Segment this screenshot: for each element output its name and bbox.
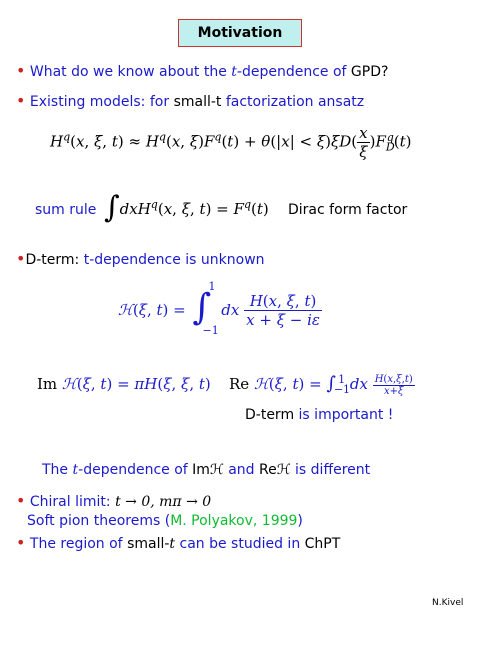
tdep-text: is different [290,462,371,478]
t-dependence-statement [42,462,370,478]
region-small: small- [127,536,170,552]
author-name: N.Kivel [432,598,464,608]
bullet-text: Existing models: for [29,94,174,110]
sum-rule-formula: ∫dxH$^q$(x, ξ, $t) = F^q(t)$ [104,190,269,225]
bullet-dot: • [16,91,26,110]
bullet-var-t: t [231,64,237,80]
bullet-dterm [16,249,265,268]
dterm-rest: -dependence is unknown [89,252,265,268]
equation-imaginary-part: Im ℋ(ξ, t) = πH(ξ, ξ, t) [37,375,211,393]
bullet-text: factorization ansatz [221,94,365,110]
tdep-text: The [42,462,73,478]
bullet-dot: • [16,61,26,80]
dterm-important-text: is important ! [294,407,394,423]
bullet-small-t: small-t [173,94,222,110]
chiral-math: t → 0, mπ → 0 [115,494,212,510]
sum-rule-label: sum rule [35,202,97,218]
slide-title: Motivation [178,19,302,47]
region-text: can be studied in [175,536,305,552]
dirac-form-factor-label: Dirac form factor [288,202,408,218]
dterm-label: D-term: [25,252,80,268]
tdep-var-t: t [72,462,79,478]
soft-pion-text: ) [297,513,303,529]
bullet-text: -dependence of [236,64,351,80]
bullet-text: What do we know about the [29,64,232,80]
tdep-re-h: Reℋ [259,462,291,478]
equation-factorization: $H^q(x$, ξ, $t) \approx H^q(x$, $\xi)F^q(t) + \theta(|x| < \xi)\xi D$( $\frac{x}{\xi}$ )$F_D^q(t)$ [50,124,412,161]
dterm-t: t [83,252,90,268]
region-text: The region of [29,536,128,552]
equation-real-part: Re ℋ(ξ, $t) = \int_{-1}^1$ dx $\frac{H(x,\xi,t)}{x+\xi}$ [229,373,413,397]
soft-pion-theorems [27,513,303,529]
bullet-gpd-question [16,61,388,80]
soft-pion-reference: M. Polyakov, 1999 [170,513,298,529]
region-chpt: ChPT [304,536,341,552]
dterm-important [245,407,393,423]
bullet-gpd: GPD? [350,64,389,80]
dterm-word: D-term [245,407,295,423]
bullet-region-chpt [16,533,340,552]
tdep-im-h: Imℋ [192,462,224,478]
tdep-text: -dependence of [78,462,193,478]
region-var-t: t [169,536,176,552]
bullet-dot: • [16,533,26,552]
chiral-label: Chiral limit: [29,494,111,510]
bullet-dot: • [16,249,26,268]
bullet-dot: • [16,491,26,510]
tdep-text: and [223,462,260,478]
bullet-existing-models [16,91,364,110]
equation-compton-form-factor: ℋ(ξ, t) = ∫ 1 −1 dx $\frac{H(x, \xi, t)}{x + \xi - i\varepsilon}$ [118,280,320,337]
bullet-chiral-limit [16,491,211,510]
soft-pion-text: Soft pion theorems ( [27,513,171,529]
